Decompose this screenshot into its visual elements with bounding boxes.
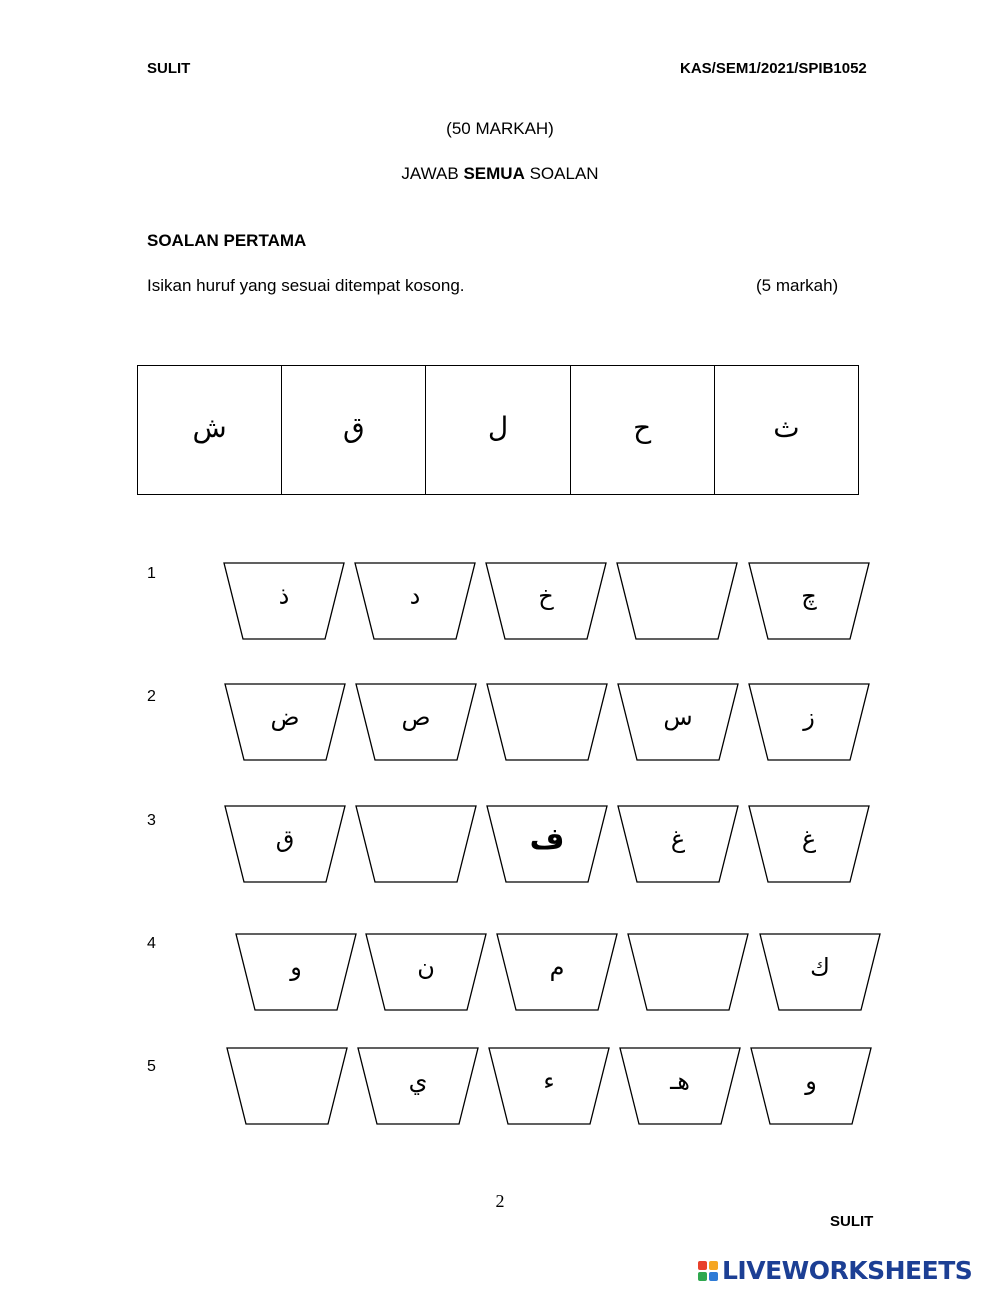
answer-choice[interactable]: ل — [426, 366, 570, 494]
letter-pot — [750, 1047, 872, 1125]
letter-pot — [748, 805, 870, 883]
pot-letter: و — [290, 953, 302, 981]
empty-slot-text — [616, 562, 738, 640]
answer-choice[interactable]: ح — [571, 366, 715, 494]
letter-pot — [224, 683, 346, 761]
section-instruction: Isikan huruf yang sesuai ditempat kosong. — [147, 276, 465, 295]
letter-pot — [224, 805, 346, 883]
answer-choice[interactable]: ث — [773, 410, 800, 444]
brand-logo-icon — [698, 1261, 718, 1281]
letter-pot — [617, 805, 739, 883]
pot-letter: هـ — [670, 1067, 690, 1095]
pot-letter: ذ — [278, 582, 290, 610]
liveworksheets-brand[interactable] — [698, 1256, 972, 1285]
pot-letter: چ — [801, 582, 817, 610]
answer-all-pre: JAWAB — [401, 164, 464, 183]
letter-pot — [748, 562, 870, 640]
pot-letter: ن — [417, 953, 435, 981]
section-title: SOALAN PERTAMA — [147, 231, 307, 250]
pot-letter: م — [549, 953, 565, 981]
letter-pot — [496, 933, 618, 1011]
pot-letter: و — [805, 1067, 817, 1095]
pot-letter: س — [663, 703, 693, 731]
empty-slot-text — [226, 1047, 348, 1125]
empty-slot-text — [627, 933, 749, 1011]
pot-letter: ك — [810, 953, 830, 981]
drop-slot[interactable] — [627, 933, 749, 1011]
question-number: 4 — [147, 935, 156, 952]
question-number: 3 — [147, 812, 156, 829]
letter-pot — [617, 683, 739, 761]
drop-slot[interactable] — [486, 683, 608, 761]
footer-label: SULIT — [830, 1213, 874, 1230]
answer-choice[interactable]: ق — [282, 366, 426, 494]
pot-letter: ص — [401, 703, 431, 731]
letter-pot — [619, 1047, 741, 1125]
pot-letter: د — [409, 582, 421, 610]
pot-letter: ز — [803, 703, 815, 731]
page-number: 2 — [495, 1191, 505, 1211]
total-marks: (50 MARKAH) — [446, 119, 554, 138]
empty-slot-text — [355, 805, 477, 883]
answer-all-instruction — [0, 164, 1000, 184]
letter-pot — [748, 683, 870, 761]
question-number: 2 — [147, 688, 156, 705]
answer-choice[interactable]: ش — [138, 366, 282, 494]
drop-slot[interactable] — [355, 805, 477, 883]
answer-all-post: SOALAN — [524, 164, 599, 183]
question-number: 5 — [147, 1058, 156, 1075]
empty-slot-text — [486, 683, 608, 761]
letter-pot — [355, 683, 477, 761]
letter-pot — [485, 562, 607, 640]
question-number: 1 — [147, 565, 156, 582]
letter-pot — [223, 562, 345, 640]
header-right: KAS/SEM1/2021/SPIB1052 — [680, 60, 867, 77]
letter-pot — [235, 933, 357, 1011]
letter-pot — [486, 805, 608, 883]
pot-letter: ء — [543, 1067, 555, 1095]
pot-letter: غ — [801, 825, 817, 853]
letter-pot — [354, 562, 476, 640]
pot-letter: ض — [270, 703, 300, 731]
pot-letter: خ — [538, 582, 554, 610]
letter-pot — [759, 933, 881, 1011]
header-left: SULIT — [147, 60, 191, 77]
letter-pot — [365, 933, 487, 1011]
pot-letter: ق — [275, 825, 295, 853]
answer-all-bold: SEMUA — [463, 164, 525, 183]
section-marks: (5 markah) — [756, 276, 839, 295]
pot-letter: ي — [408, 1067, 428, 1095]
drop-slot[interactable] — [616, 562, 738, 640]
letter-pot — [488, 1047, 610, 1125]
drop-slot[interactable] — [226, 1047, 348, 1125]
answer-choice-box — [137, 365, 859, 495]
pot-letter: غ — [670, 825, 686, 853]
pot-letter: ف — [529, 821, 565, 857]
letter-pot — [357, 1047, 479, 1125]
brand-text: LIVEWORKSHEETS — [722, 1256, 973, 1285]
